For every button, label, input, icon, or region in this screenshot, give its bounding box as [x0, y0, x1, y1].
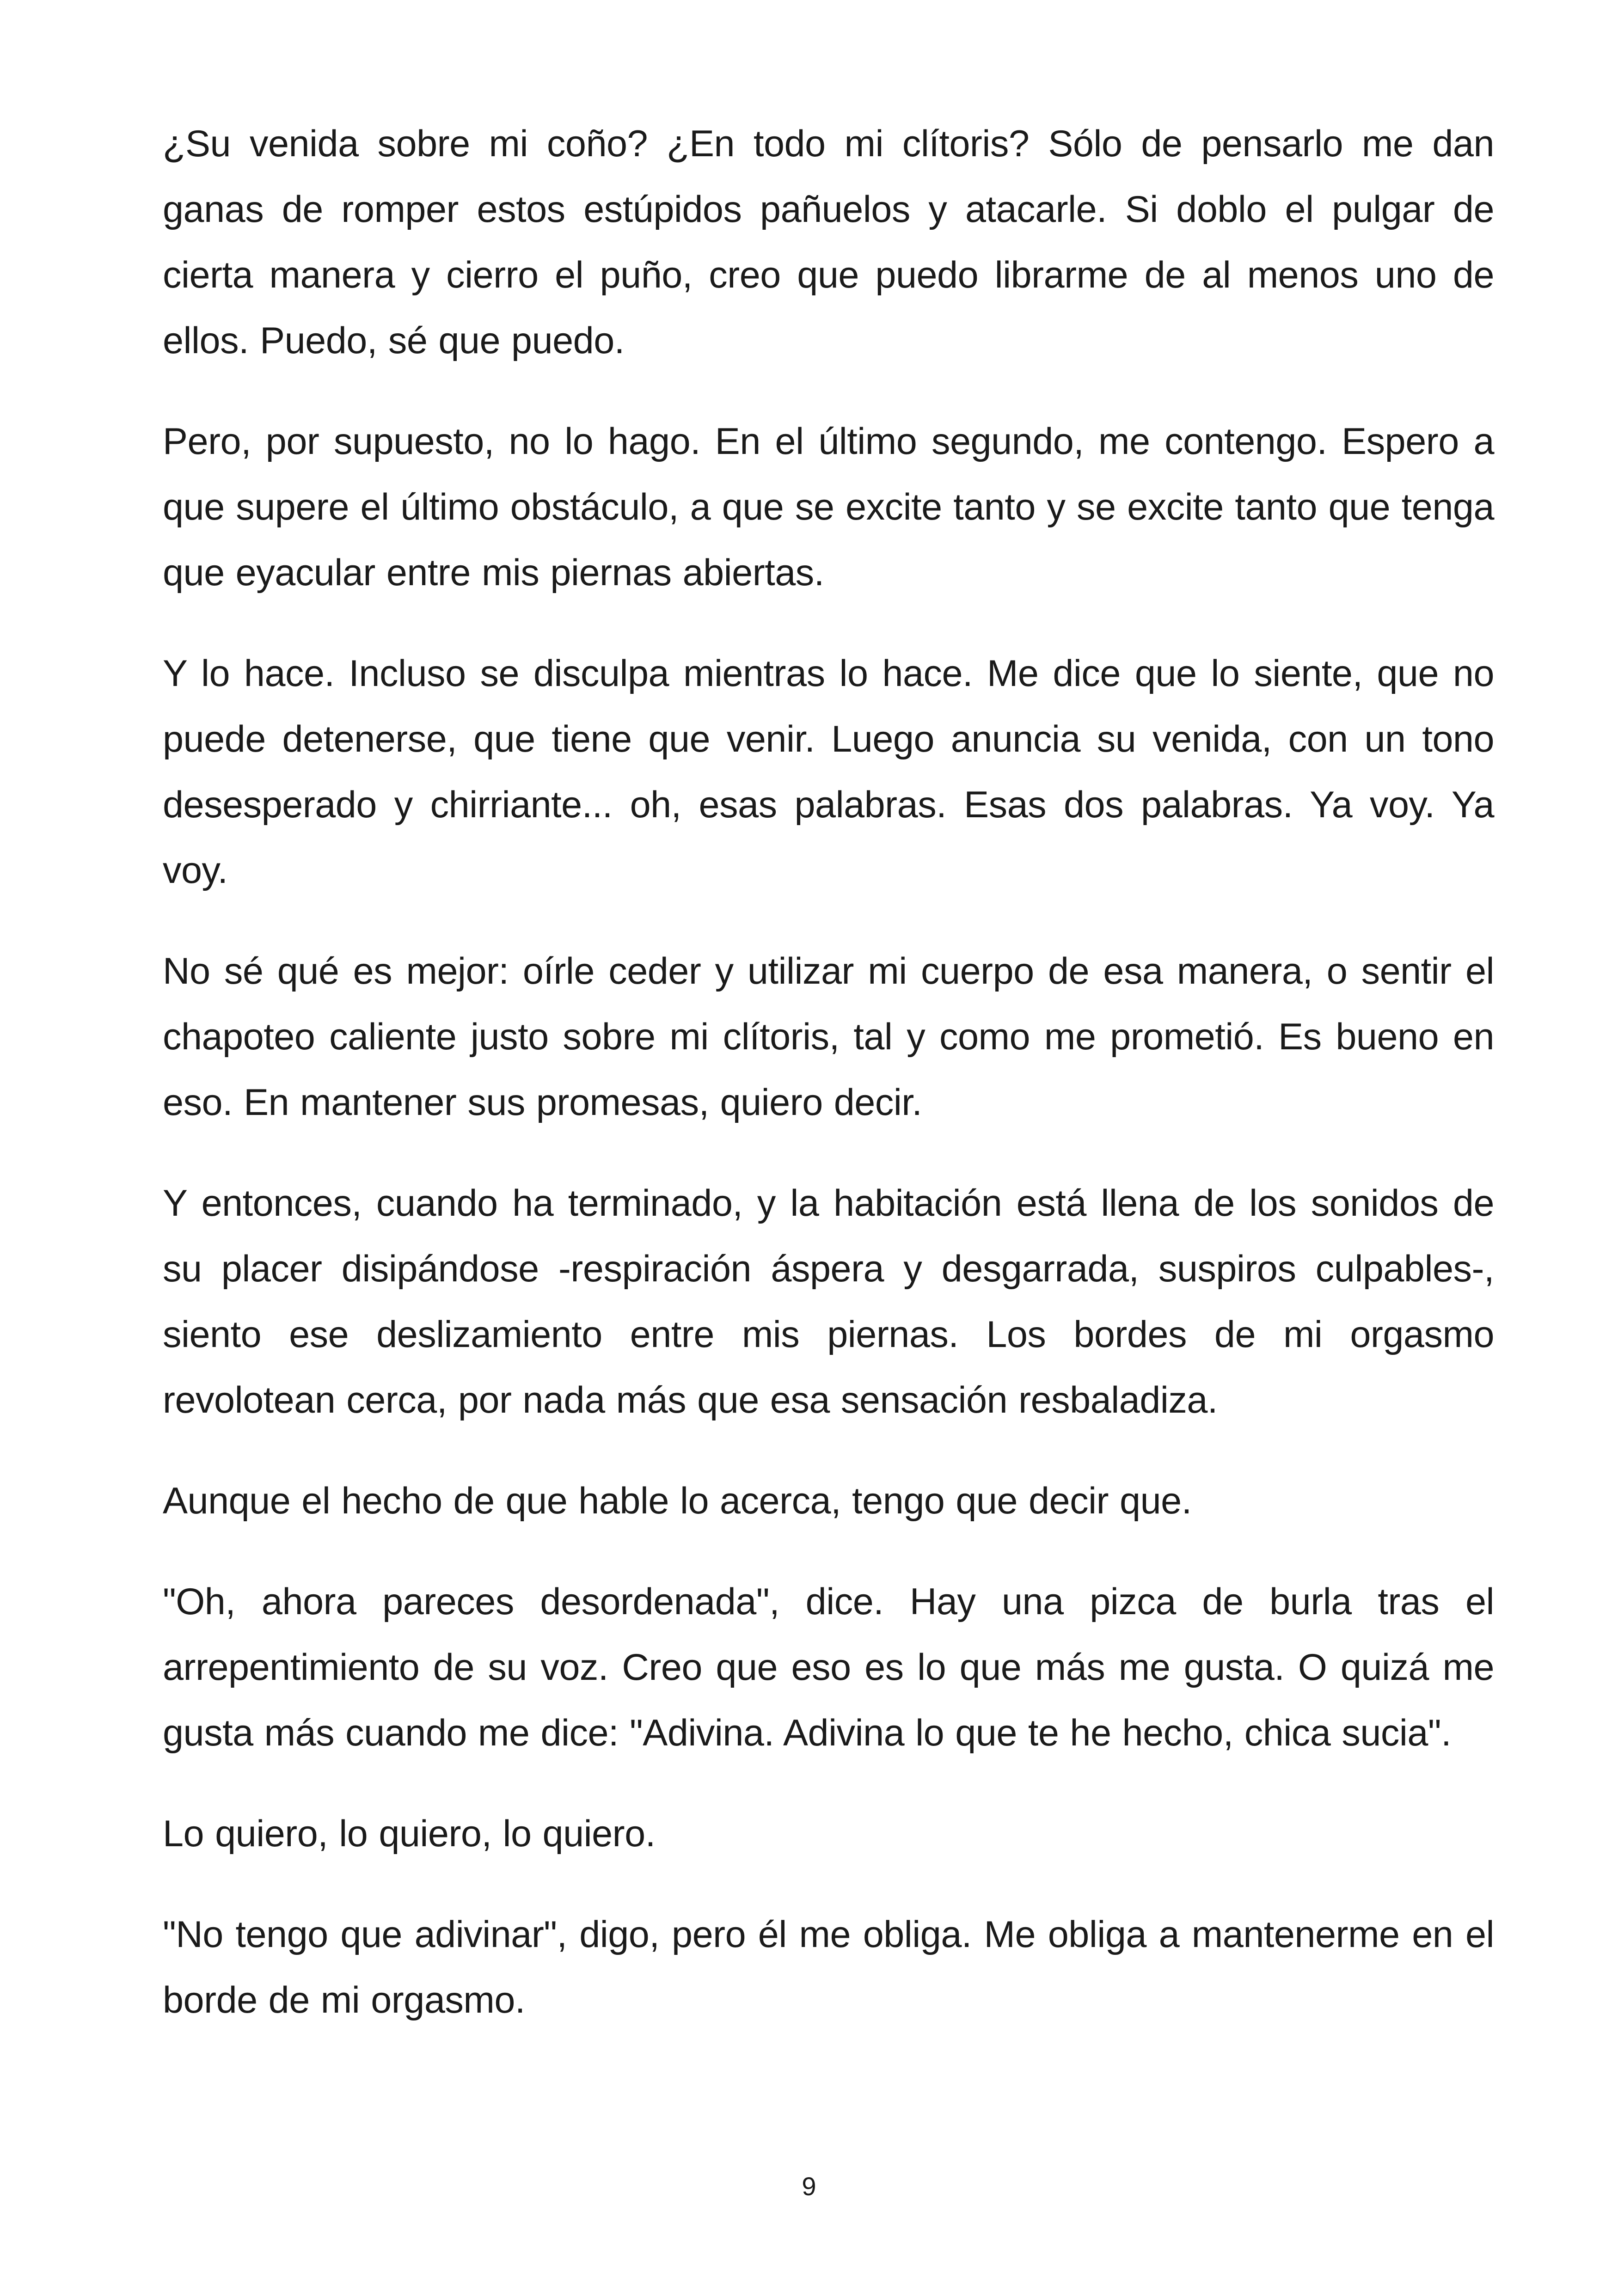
paragraph-9: "No tengo que adivinar", digo, pero él me obliga. Me obliga a mantenerme en el borde de mi orgasmo. — [163, 1914, 1494, 2021]
paragraph-3: Y lo hace. Incluso se disculpa mientras lo hace. Me dice que lo siente, que no puede detenerse, que tiene que venir. Luego anuncia su venida, con un tono desesperado y chirriante... oh, esas palabras. Esas dos palabras. Ya voy. Ya voy. — [163, 653, 1494, 891]
paragraph-6: Aunque el hecho de que hable lo acerca, tengo que decir que. — [163, 1480, 1192, 1522]
document-body — [163, 111, 1494, 2145]
paragraph-2: Pero, por supuesto, no lo hago. En el último segundo, me contengo. Espero a que supere el último obstáculo, a que se excite tanto y se excite tanto que tenga que eyacular entre mis piernas abiertas. — [163, 421, 1494, 594]
paragraph-7: "Oh, ahora pareces desordenada", dice. Hay una pizca de burla tras el arrepentimiento de su voz. Creo que eso es lo que más me gusta. O quizá me gusta más cuando me dice: "Adivina. Adivina lo que te he hecho, chica sucia". — [163, 1581, 1494, 1754]
paragraph-8: Lo quiero, lo quiero, lo quiero. — [163, 1813, 656, 1855]
paragraph-5: Y entonces, cuando ha terminado, y la habitación está llena de los sonidos de su placer disipándose -respiración áspera y desgarrada, suspiros culpables-, siento ese deslizamiento entre mis piernas. Los bordes de mi orgasmo revolotean cerca, por nada más que esa sensación resbaladiza. — [163, 1182, 1494, 1421]
page-number: 9 — [802, 2172, 816, 2201]
paragraph-4: No sé qué es mejor: oírle ceder y utilizar mi cuerpo de esa manera, o sentir el chapoteo caliente justo sobre mi clítoris, tal y como me prometió. Es bueno en eso. En mantener sus promesas, quiero decir. — [163, 950, 1494, 1123]
paragraph-1: ¿Su venida sobre mi coño? ¿En todo mi clítoris? Sólo de pensarlo me dan ganas de romper estos estúpidos pañuelos y atacarle. Si doblo el pulgar de cierta manera y cierro el puño, creo que puedo librarme de al menos uno de ellos. Puedo, sé que puedo. — [163, 123, 1494, 361]
